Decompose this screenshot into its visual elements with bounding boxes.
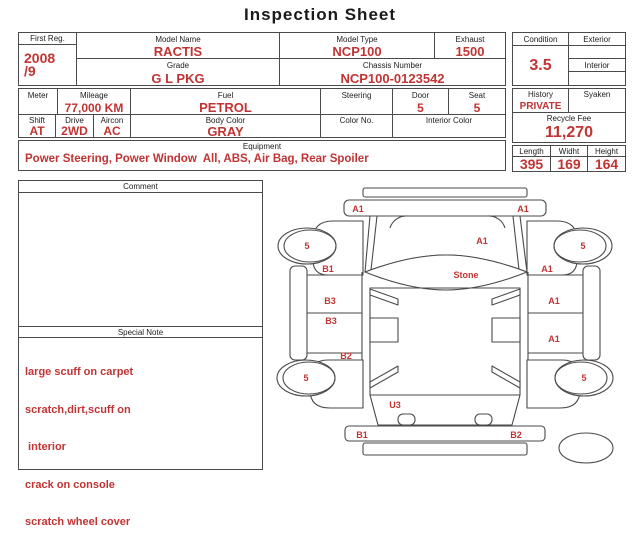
- special-note-line: interior: [25, 441, 66, 453]
- model-name-label: Model Name: [77, 33, 280, 45]
- dimensions-table: [512, 145, 626, 172]
- steering-value: [321, 101, 393, 114]
- special-note-line: large scuff on carpet: [25, 366, 134, 378]
- equipment-value: Power Steering, Power Window All, ABS, Air Bag, Rear Spoiler: [25, 153, 369, 165]
- exhaust-value: 1500: [435, 45, 505, 59]
- mark-left-front-fender: B1: [322, 264, 334, 274]
- exterior-label: Exterior: [569, 33, 625, 46]
- condition-table: [512, 32, 626, 86]
- comment-panel: [18, 180, 263, 528]
- interior-label: Interior: [569, 59, 625, 72]
- front-upper-strip: [363, 188, 527, 197]
- rear-lamp-left: [398, 414, 415, 425]
- comment-body: [19, 193, 262, 326]
- rear-lamp-right: [475, 414, 492, 425]
- special-note-line: scratch wheel cover: [25, 516, 131, 528]
- seat-value: 5: [473, 100, 481, 115]
- length-label: Length: [513, 146, 551, 157]
- body-color-value: GRAY: [131, 125, 321, 137]
- chassis-label: Chassis Number: [362, 60, 423, 70]
- length-value: 395: [513, 157, 551, 171]
- mark-rear-bumper-right: B2: [510, 430, 522, 440]
- mark-wheel-front-right: 5: [580, 241, 586, 251]
- width-label: Widht: [551, 146, 588, 157]
- interior-color-label: Interior Color: [425, 115, 473, 125]
- steering-label: Steering: [321, 89, 393, 101]
- model-type-label: Model Type: [280, 33, 435, 45]
- syaken-value: [569, 100, 625, 113]
- left-rear-pillar: [370, 366, 398, 388]
- comment-label: Comment: [19, 181, 262, 193]
- shift-label: Shift: [19, 115, 56, 125]
- condition-label: Condition: [513, 33, 569, 46]
- special-note-line: crack on console: [25, 478, 115, 491]
- recycle-fee-value: 11,270: [544, 123, 594, 141]
- shift-value: AT: [19, 125, 56, 137]
- chassis-value: NCP100-0123542: [340, 70, 445, 86]
- right-rocker-panel: [583, 266, 600, 360]
- seat-label: Seat: [468, 90, 486, 100]
- first-reg-value: [19, 45, 77, 85]
- mark-wheel-rear-left: 5: [303, 373, 309, 383]
- mark-windshield: Stone: [453, 270, 479, 280]
- syaken-label: Syaken: [583, 90, 611, 99]
- left-front-pillar: [370, 289, 398, 305]
- special-note-line: scratch,dirt,scuff on: [25, 403, 131, 416]
- exterior-value: [569, 46, 625, 59]
- equipment-label: Equipment: [242, 141, 282, 151]
- door-value: 5: [393, 101, 449, 114]
- aircon-value: AC: [94, 125, 131, 137]
- interior-color-value: [393, 125, 505, 137]
- height-value: 164: [594, 156, 619, 172]
- meter-label: Meter: [19, 89, 58, 101]
- mark-right-front-fender: A1: [541, 264, 553, 274]
- front-bumper: [344, 200, 546, 216]
- mark-hood: A1: [476, 236, 488, 246]
- left-rocker-panel: [290, 266, 307, 360]
- color-no-value: [321, 125, 393, 137]
- page-title: Inspection Sheet: [243, 5, 397, 24]
- door-label: Door: [393, 89, 449, 101]
- recycle-fee-label: Recycle Fee: [546, 113, 592, 123]
- right-front-pillar: [492, 289, 520, 305]
- model-type-value: NCP100: [280, 45, 435, 59]
- mark-wheel-rear-right: 5: [581, 373, 587, 383]
- grade-label: Grade: [77, 59, 280, 71]
- aircon-label: Aircon: [94, 115, 131, 125]
- mark-rear-window: U3: [389, 400, 401, 410]
- mark-right-rear-door: A1: [548, 334, 560, 344]
- body-color-label: Body Color: [131, 115, 321, 125]
- model-name-value: RACTIS: [77, 45, 280, 59]
- first-reg-year: 2008: [24, 50, 56, 66]
- rear-lower-strip: [363, 443, 527, 455]
- exhaust-label: Exhaust: [455, 34, 485, 44]
- mark-left-rear-door: B3: [325, 316, 337, 326]
- header-table: [18, 32, 506, 86]
- special-note-label: Special Note: [19, 326, 262, 338]
- left-window: [370, 318, 398, 342]
- first-reg-label: First Reg.: [19, 33, 77, 45]
- history-value: PRIVATE: [513, 100, 569, 113]
- interior-value: [569, 72, 625, 85]
- mileage-value: 77,000 KM: [58, 101, 131, 114]
- fuel-label: Fuel: [131, 89, 321, 101]
- mark-left-front-door: B3: [324, 296, 336, 306]
- mark-left-rear-fender: B2: [340, 351, 352, 361]
- grade-value: G L PKG: [77, 71, 280, 85]
- meter-value: [19, 101, 58, 114]
- car-diagram: [270, 182, 625, 470]
- specs-table: [18, 88, 506, 138]
- mark-rear-bumper-left: B1: [356, 430, 368, 440]
- mark-front-bumper-left: A1: [352, 204, 364, 214]
- mark-front-bumper-right: A1: [517, 204, 529, 214]
- height-label: Height: [588, 146, 625, 157]
- condition-value: 3.5: [513, 46, 569, 85]
- mileage-label: Mileage: [58, 89, 131, 101]
- mark-wheel-front-left: 5: [304, 241, 310, 251]
- mark-right-front-door: A1: [548, 296, 560, 306]
- special-note-body: [19, 338, 262, 557]
- history-label: History: [513, 89, 569, 100]
- right-window: [492, 318, 520, 342]
- spare-wheel: [559, 433, 613, 463]
- history-table: [512, 88, 626, 143]
- drive-label: Drive: [56, 115, 94, 125]
- color-no-label: Color No.: [321, 115, 393, 125]
- right-rear-pillar: [492, 366, 520, 388]
- width-value: 169: [551, 157, 588, 171]
- equipment-table: [18, 140, 506, 171]
- first-reg-month: /9: [24, 63, 36, 79]
- left-panel-dividers: [307, 275, 362, 353]
- drive-value: 2WD: [56, 125, 94, 137]
- fuel-value: PETROL: [131, 101, 321, 114]
